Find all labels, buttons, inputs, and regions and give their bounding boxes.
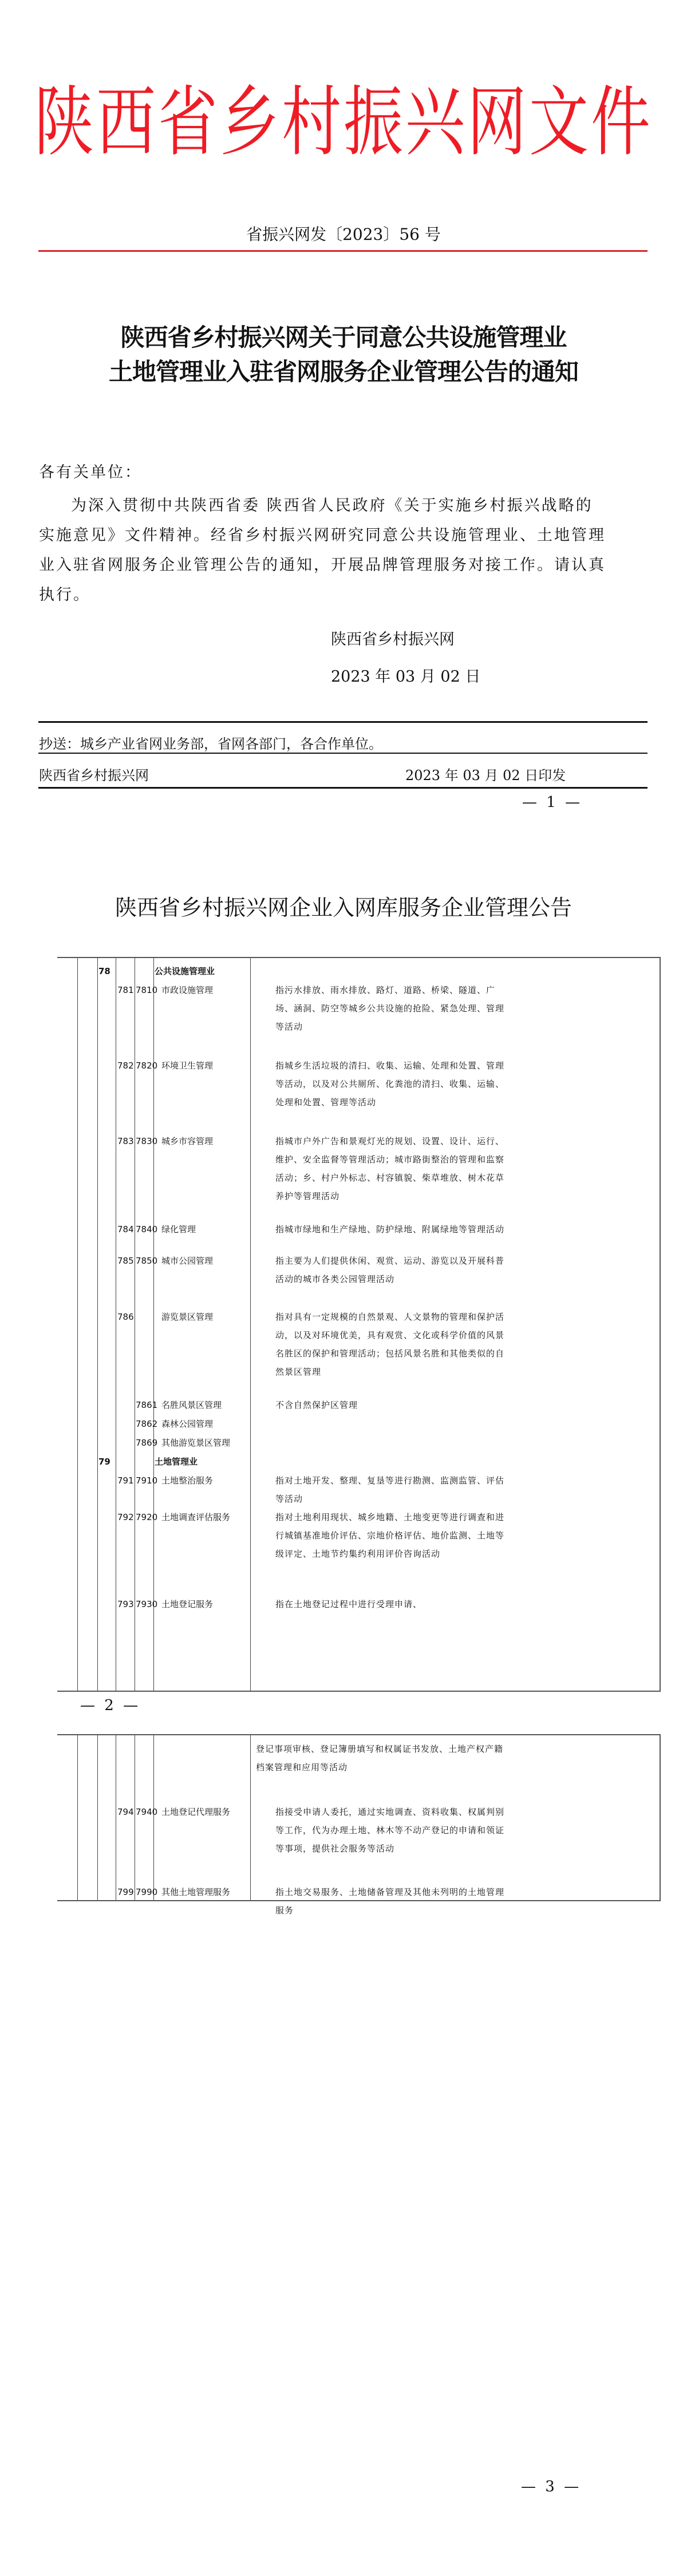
class-code: 7810 xyxy=(136,985,158,995)
mid-code: 783 xyxy=(117,1136,134,1146)
signature-org: 陕西省乡村振兴网 xyxy=(331,631,455,648)
page-number-3: — 3 — xyxy=(521,2478,582,2495)
mid-code: 782 xyxy=(117,1061,134,1071)
document-number: 省振兴网发〔2023〕56 号 xyxy=(246,225,441,244)
mid-code: 792 xyxy=(117,1512,134,1522)
class-description xyxy=(256,1132,511,1205)
class-description xyxy=(256,1220,511,1238)
signature-date: 2023 年 03 月 02 日 xyxy=(331,668,481,686)
class-name: 名胜风景区管理 xyxy=(161,1400,222,1410)
document-header-title: 陕西省乡村振兴网文件 xyxy=(34,77,653,167)
class-description xyxy=(256,1396,511,1414)
class-name: 土地登记代理服务 xyxy=(161,1807,231,1817)
class-name: 市政设施管理 xyxy=(161,985,214,995)
divider-thick-bottom xyxy=(38,787,647,789)
class-description xyxy=(256,1252,511,1288)
description-text: 指主要为人们提供休闲、观赏、运动、游览以及开展科普活动的城市各类公园管理活动 xyxy=(275,1256,505,1284)
class-description xyxy=(256,1308,511,1381)
divider-thin xyxy=(38,753,647,754)
class-name: 公共设施管理业 xyxy=(155,966,215,976)
description-text: 指污水排放、雨水排放、路灯、道路、桥梁、隧道、广场、涵洞、防空等城乡公共设施的抢险、紧急处理、管理等活动 xyxy=(275,985,505,1032)
mid-code: 799 xyxy=(117,1887,134,1897)
class-description xyxy=(256,981,511,1036)
mid-code: 785 xyxy=(117,1256,134,1266)
class-name: 城市公园管理 xyxy=(161,1256,214,1266)
notice-title-line-2: 土地管理业入驻省网服务企业管理公告的通知 xyxy=(108,358,578,386)
description-text: 指对土地利用现状、城乡地籍、土地变更等进行调查和进行城镇基准地价评估、宗地价格评估、地价监测、土地等级评定、土地节约集约利用评价咨询活动 xyxy=(275,1512,505,1559)
mid-code: 794 xyxy=(117,1807,134,1817)
table-title: 陕西省乡村振兴网企业入网库服务企业管理公告 xyxy=(114,895,572,920)
class-name: 其他土地管理服务 xyxy=(161,1887,231,1897)
description-text: 指对土地开发、整理、复垦等进行勘测、监测监管、评估等活动 xyxy=(275,1475,505,1504)
salutation: 各有关单位： xyxy=(39,464,142,481)
mid-code: 786 xyxy=(117,1312,134,1322)
mid-code: 781 xyxy=(117,985,134,995)
class-description xyxy=(256,1471,511,1508)
class-code: 7850 xyxy=(136,1256,158,1266)
class-code: 7930 xyxy=(136,1599,158,1609)
class-description xyxy=(256,1740,511,1776)
class-code: 7920 xyxy=(136,1512,158,1522)
class-name: 土地整治服务 xyxy=(161,1475,214,1486)
class-code: 7820 xyxy=(136,1061,158,1071)
mid-code: 793 xyxy=(117,1599,134,1609)
major-code: 78 xyxy=(98,966,110,976)
body-paragraph: 为深入贯彻中共陕西省委 陕西省人民政府《关于实施乡村振兴战略的实施意见》文件精神。经省乡村振兴网研究同意公共设施管理业、土地管理业入驻省网服务企业管理公告的通知，开展品牌管理服务对接工作。请认真执行。 xyxy=(39,497,606,604)
mid-code: 784 xyxy=(117,1224,134,1234)
class-description xyxy=(256,1803,511,1858)
page-number-1: — 1 — xyxy=(522,794,583,811)
class-name: 环境卫生管理 xyxy=(161,1061,214,1071)
print-date: 2023 年 03 月 02 日印发 xyxy=(405,767,566,784)
class-name: 土地调查评估服务 xyxy=(161,1512,231,1522)
class-description xyxy=(256,1595,511,1613)
class-name: 绿化管理 xyxy=(161,1224,196,1234)
class-name: 森林公园管理 xyxy=(161,1419,214,1429)
class-description xyxy=(256,1883,511,1920)
description-text: 不含自然保护区管理 xyxy=(275,1400,358,1410)
page-number-2: — 2 — xyxy=(80,1697,141,1714)
description-text: 登记事项审核、登记簿册填写和权属证书发放、土地产权产籍档案管理和应用等活动 xyxy=(256,1744,504,1772)
class-code: 7861 xyxy=(136,1400,158,1410)
description-text: 指城乡生活垃圾的清扫、收集、运输、处理和处置、管理等活动，以及对公共厕所、化粪池的清扫、收集、运输、处理和处置、管理等活动 xyxy=(275,1061,505,1107)
cc-line: 抄送：城乡产业省网业务部，省网各部门，各合作单位。 xyxy=(39,736,382,752)
description-text: 指对具有一定规模的自然景观、人文景物的管理和保护活动，以及对环境优美，具有观赏、文化或科学价值的风景名胜区的保护和管理活动；包括风景名胜和其他类似的自然景区管理 xyxy=(275,1312,505,1377)
class-code: 7910 xyxy=(136,1475,158,1486)
class-name: 土地管理业 xyxy=(155,1457,198,1467)
major-code: 79 xyxy=(98,1457,110,1467)
printer-org: 陕西省乡村振兴网 xyxy=(39,767,149,784)
red-divider xyxy=(38,250,647,252)
class-code: 7862 xyxy=(136,1419,158,1429)
mid-code: 791 xyxy=(117,1475,134,1486)
divider-thick-top xyxy=(38,721,647,723)
description-text: 指城市绿地和生产绿地、防护绿地、附属绿地等管理活动 xyxy=(275,1224,505,1234)
notice-title-line-1: 陕西省乡村振兴网关于同意公共设施管理业 xyxy=(120,323,567,351)
class-code: 7990 xyxy=(136,1887,158,1897)
description-text: 指接受申请人委托，通过实地调查、资料收集、权属判别等工作，代为办理土地、林木等不动产登记的申请和领证等事项，提供社会服务等活动 xyxy=(275,1807,505,1854)
description-text: 指土地交易服务、土地储备管理及其他未列明的土地管理服务 xyxy=(275,1887,505,1916)
class-description xyxy=(256,1508,511,1563)
notice-title xyxy=(0,320,687,389)
description-text: 指城市户外广告和景观灯光的规划、设置、设计、运行、维护、安全监督等管理活动；城市路街整治的管理和监察活动；乡、村户外标志、村容镇貌、柴草堆放、树木花草养护等管理活动 xyxy=(275,1136,505,1201)
description-text: 指在土地登记过程中进行受理申请、 xyxy=(275,1599,423,1609)
class-code: 7869 xyxy=(136,1438,158,1448)
class-code: 7940 xyxy=(136,1807,158,1817)
class-name: 游览景区管理 xyxy=(161,1312,214,1322)
class-code: 7830 xyxy=(136,1136,158,1146)
class-code: 7840 xyxy=(136,1224,158,1234)
class-description xyxy=(256,1056,511,1111)
class-name: 其他游览景区管理 xyxy=(161,1438,231,1448)
class-name: 城乡市容管理 xyxy=(161,1136,214,1146)
class-name: 土地登记服务 xyxy=(161,1599,214,1609)
